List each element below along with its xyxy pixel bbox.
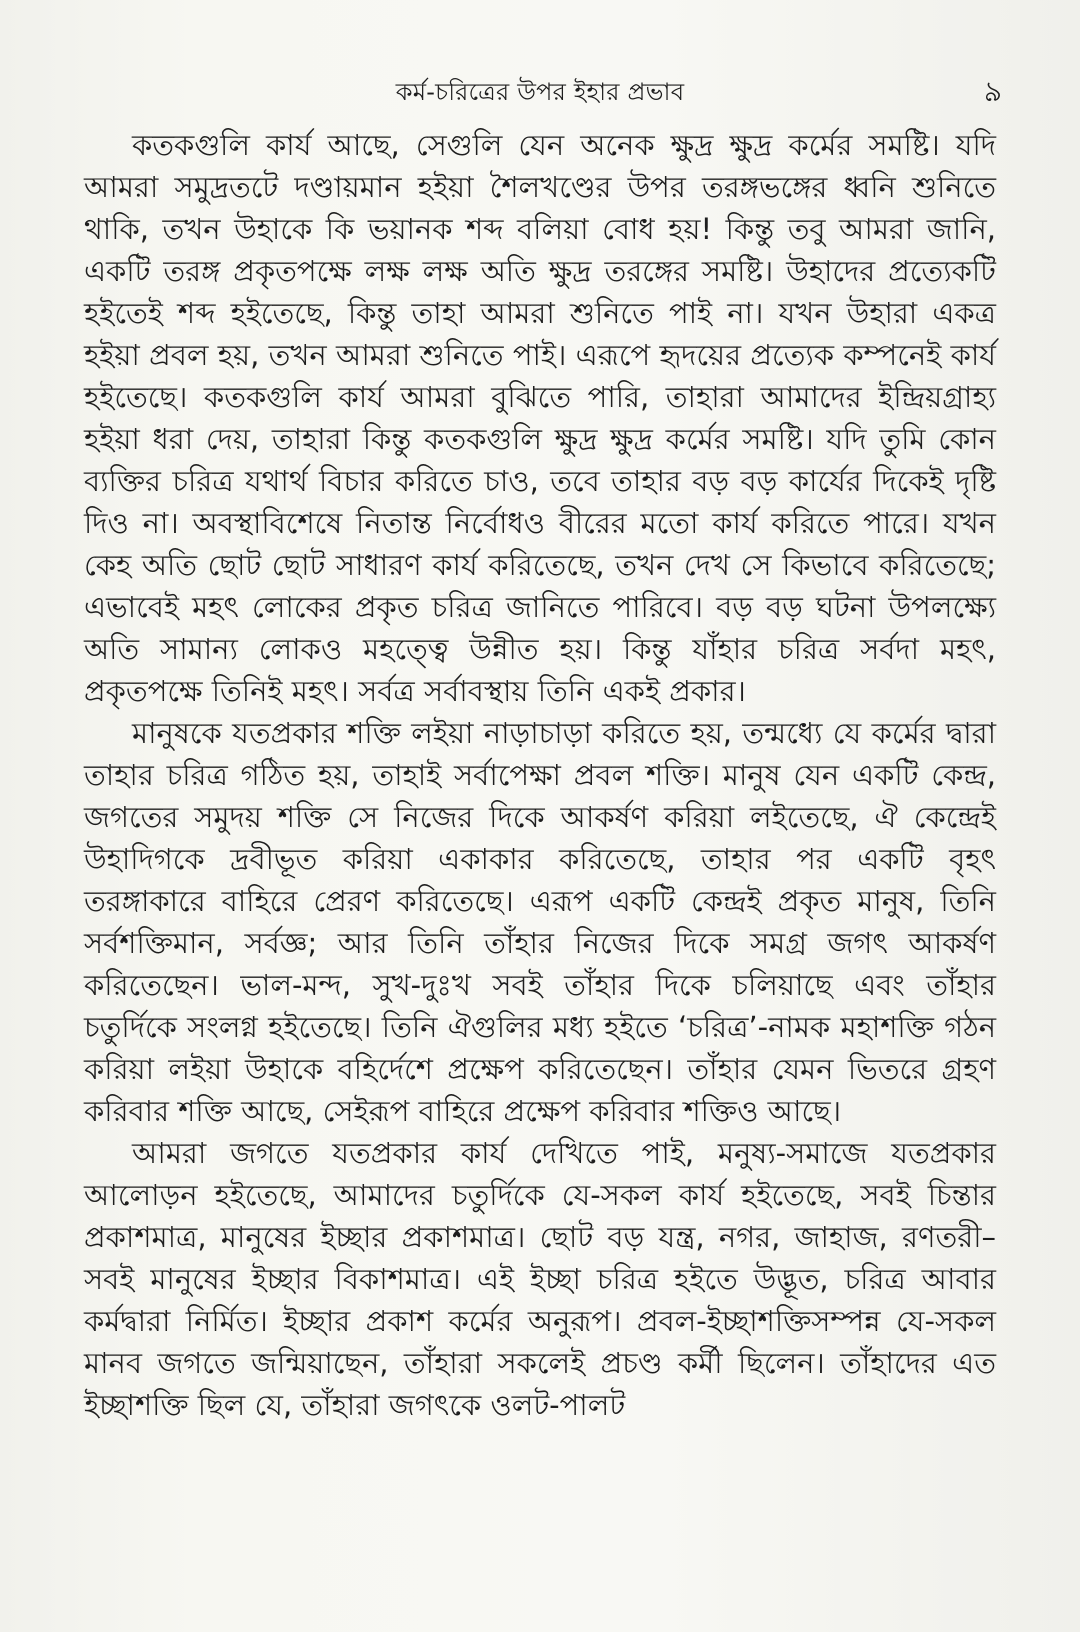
paragraph-2: মানুষকে যতপ্রকার শক্তি লইয়া নাড়াচাড়া করিতে হয়, তন্মধ্যে যে কর্মের দ্বারা তাহার চরিত্র গঠিত হয়, তাহাই সর্বাপেক্ষা প্রবল শক্তি। মানুষ যেন একটি কেন্দ্র, জগতের সমুদয় শক্তি সে নিজের দিকে আকর্ষণ করিয়া লইতেছে, ঐ কেন্দ্রেই উহাদিগকে দ্রবীভূত করিয়া একাকার করিতেছে, তাহার পর একটি বৃহৎ তরঙ্গাকারে বাহিরে প্রেরণ করিতেছে। এরূপ একটি কেন্দ্রই প্রকৃত মানুষ, তিনি সর্বশক্তিমান, সর্বজ্ঞ; আর তিনি তাঁহার নিজের দিকে সমগ্র জগৎ আকর্ষণ করিতেছেন। ভাল-মন্দ, সুখ-দুঃখ সবই তাঁহার দিকে চলিয়াছে এবং তাঁহার চতুর্দিকে সংলগ্ন হইতেছে। তিনি ঐগুলির মধ্য হইতে ‘চরিত্র’-নামক মহাশক্তি গঠন করিয়া লইয়া উহাকে বহির্দেশে প্রক্ষেপ করিতেছেন। তাঁহার যেমন ভিতরে গ্রহণ করিবার শক্তি আছে, সেইরূপ বাহিরে প্রক্ষেপ করিবার শক্তিও আছে।: [84, 716, 996, 1128]
running-head: কর্ম-চরিত্রের উপর ইহার প্রভাব: [395, 78, 685, 106]
body-text: [84, 124, 996, 1426]
paragraph-3: আমরা জগতে যতপ্রকার কার্য দেখিতে পাই, মনুষ্য-সমাজে যতপ্রকার আলোড়ন হইতেছে, আমাদের চতুর্দিকে যে-সকল কার্য হইতেছে, সবই চিন্তার প্রকাশমাত্র, মানুষের ইচ্ছার প্রকাশমাত্র। ছোট বড় যন্ত্র, নগর, জাহাজ, রণতরী–সবই মানুষের ইচ্ছার বিকাশমাত্র। এই ইচ্ছা চরিত্র হইতে উদ্ভূত, চরিত্র আবার কর্মদ্বারা নির্মিত। ইচ্ছার প্রকাশ কর্মের অনুরূপ। প্রবল-ইচ্ছাশক্তিসম্পন্ন যে-সকল মানব জগতে জন্মিয়াছেন, তাঁহারা সকলেই প্রচণ্ড কর্মী ছিলেন। তাঁহাদের এত ইচ্ছাশক্তি ছিল যে, তাঁহারা জগৎকে ওলট-পালট: [84, 1136, 996, 1422]
page-number: ৯: [983, 75, 1002, 108]
page-header: [0, 72, 1080, 112]
paragraph-1: কতকগুলি কার্য আছে, সেগুলি যেন অনেক ক্ষুদ্র ক্ষুদ্র কর্মের সমষ্টি। যদি আমরা সমুদ্রতটে দণ্ডায়মান হইয়া শৈলখণ্ডের উপর তরঙ্গভঙ্গের ধ্বনি শুনিতে থাকি, তখন উহাকে কি ভয়ানক শব্দ বলিয়া বোধ হয়! কিন্তু তবু আমরা জানি, একটি তরঙ্গ প্রকৃতপক্ষে লক্ষ লক্ষ অতি ক্ষুদ্র তরঙ্গের সমষ্টি। উহাদের প্রত্যেকটি হইতেই শব্দ হইতেছে, কিন্তু তাহা আমরা শুনিতে পাই না। যখন উহারা একত্র হইয়া প্রবল হয়, তখন আমরা শুনিতে পাই। এরূপে হৃদয়ের প্রত্যেক কম্পনেই কার্য হইতেছে। কতকগুলি কার্য আমরা বুঝিতে পারি, তাহারা আমাদের ইন্দ্রিয়গ্রাহ্য হইয়া ধরা দেয়, তাহারা কিন্তু কতকগুলি ক্ষুদ্র ক্ষুদ্র কর্মের সমষ্টি। যদি তুমি কোন ব্যক্তির চরিত্র যথার্থ বিচার করিতে চাও, তবে তাহার বড় বড় কার্যের দিকেই দৃষ্টি দিও না। অবস্থাবিশেষে নিতান্ত নির্বোধও বীরের মতো কার্য করিতে পারে। যখন কেহ অতি ছোট ছোট সাধারণ কার্য করিতেছে, তখন দেখ সে কিভাবে করিতেছে; এভাবেই মহৎ লোকের প্রকৃত চরিত্র জানিতে পারিবে। বড় বড় ঘটনা উপলক্ষ্যে অতি সামান্য লোকও মহত্ত্বে উন্নীত হয়। কিন্তু যাঁহার চরিত্র সর্বদা মহৎ, প্রকৃতপক্ষে তিনিই মহৎ। সর্বত্র সর্বাবস্থায় তিনি একই প্রকার।: [84, 128, 996, 708]
